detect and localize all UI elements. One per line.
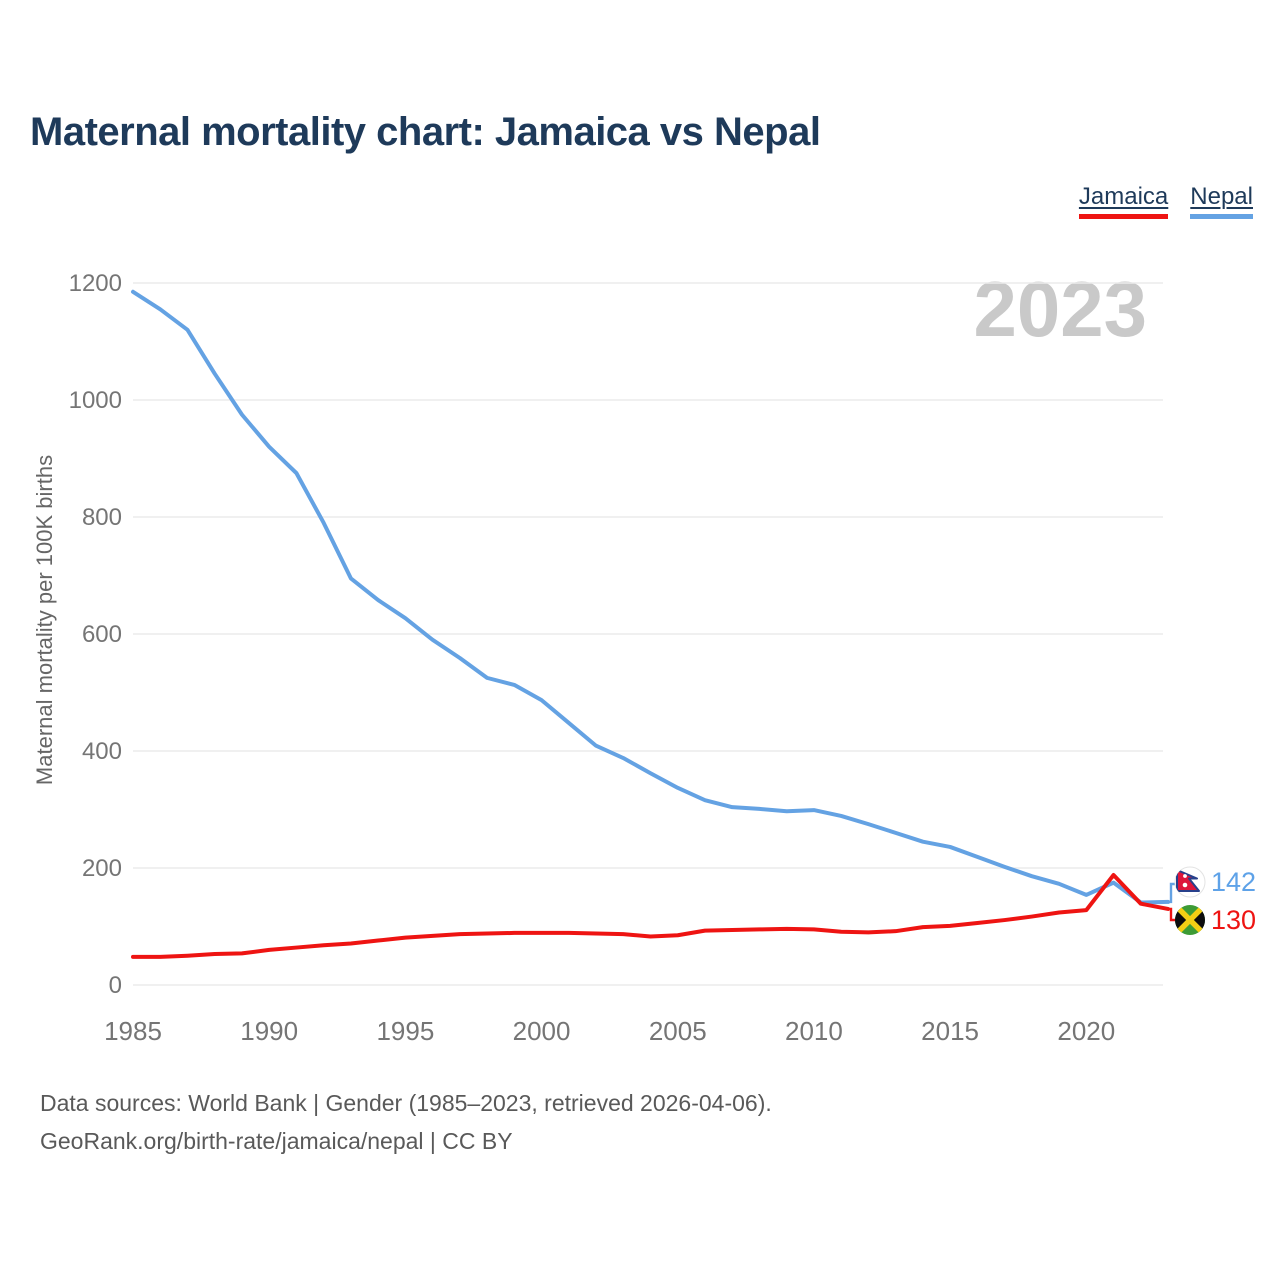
series-line-nepal — [133, 292, 1168, 903]
jamaica-flag-green — [1175, 905, 1205, 935]
jamaica-flag-icon — [1175, 905, 1205, 935]
series-layer — [133, 292, 1168, 957]
y-axis-title: Maternal mortality per 100K births — [32, 454, 57, 786]
nepal-flag-sun — [1183, 883, 1188, 888]
jamaica-flag-saltire-2 — [1175, 905, 1205, 935]
grid-layer — [133, 283, 1163, 985]
y-tick-label-1000: 1000 — [68, 387, 122, 414]
legend-label-nepal: Nepal — [1190, 183, 1253, 210]
axis-layer — [32, 270, 1115, 1046]
page-title: Maternal mortality chart: Jamaica vs Nepal — [30, 110, 821, 154]
x-tick-label-2005: 2005 — [648, 1016, 707, 1046]
jamaica-flag-black-left — [1175, 905, 1190, 935]
attribution-line: GeoRank.org/birth-rate/jamaica/nepal | CC BY — [40, 1128, 513, 1154]
footer — [40, 1084, 772, 1160]
x-tick-label-2020: 2020 — [1057, 1016, 1116, 1046]
series-line-jamaica — [133, 875, 1168, 957]
y-tick-label-200: 200 — [81, 855, 122, 882]
jamaica-end-connector — [1168, 909, 1177, 920]
jamaica-end-value-label: 130 — [1211, 905, 1257, 935]
end-connector-layer — [1168, 884, 1177, 920]
nepal-end-value-label: 142 — [1211, 867, 1257, 897]
nepal-flag-moon — [1183, 874, 1187, 878]
legend-item-jamaica[interactable] — [1079, 184, 1168, 219]
x-tick-label-1995: 1995 — [376, 1016, 435, 1046]
y-tick-label-400: 400 — [81, 738, 122, 765]
legend — [1079, 184, 1253, 219]
y-tick-label-800: 800 — [81, 504, 122, 531]
y-tick-label-600: 600 — [81, 621, 122, 648]
x-tick-label-2000: 2000 — [512, 1016, 571, 1046]
x-tick-label-2015: 2015 — [921, 1016, 980, 1046]
nepal-flag-pennants — [1177, 870, 1199, 891]
jamaica-flag-art — [1175, 905, 1205, 935]
y-tick-label-1200: 1200 — [68, 270, 122, 297]
legend-item-nepal[interactable] — [1190, 184, 1253, 219]
jamaica-flag-saltire-1 — [1175, 905, 1205, 935]
nepal-flag-icon — [1175, 867, 1205, 897]
data-source-line: Data sources: World Bank | Gender (1985–2023, retrieved 2026-04-06). — [40, 1090, 772, 1116]
x-tick-label-2010: 2010 — [784, 1016, 843, 1046]
nepal-flag-circle — [1175, 867, 1205, 897]
y-tick-label-0: 0 — [108, 972, 122, 999]
end-value-label-layer — [1211, 867, 1256, 935]
x-tick-label-1985: 1985 — [104, 1016, 162, 1046]
nepal-flag-art — [1177, 870, 1199, 891]
nepal-end-connector — [1168, 884, 1177, 902]
jamaica-flag-black-right — [1190, 905, 1205, 935]
x-tick-label-1990: 1990 — [240, 1016, 299, 1046]
legend-label-jamaica: Jamaica — [1078, 183, 1169, 210]
year-watermark: 2023 — [973, 265, 1147, 353]
